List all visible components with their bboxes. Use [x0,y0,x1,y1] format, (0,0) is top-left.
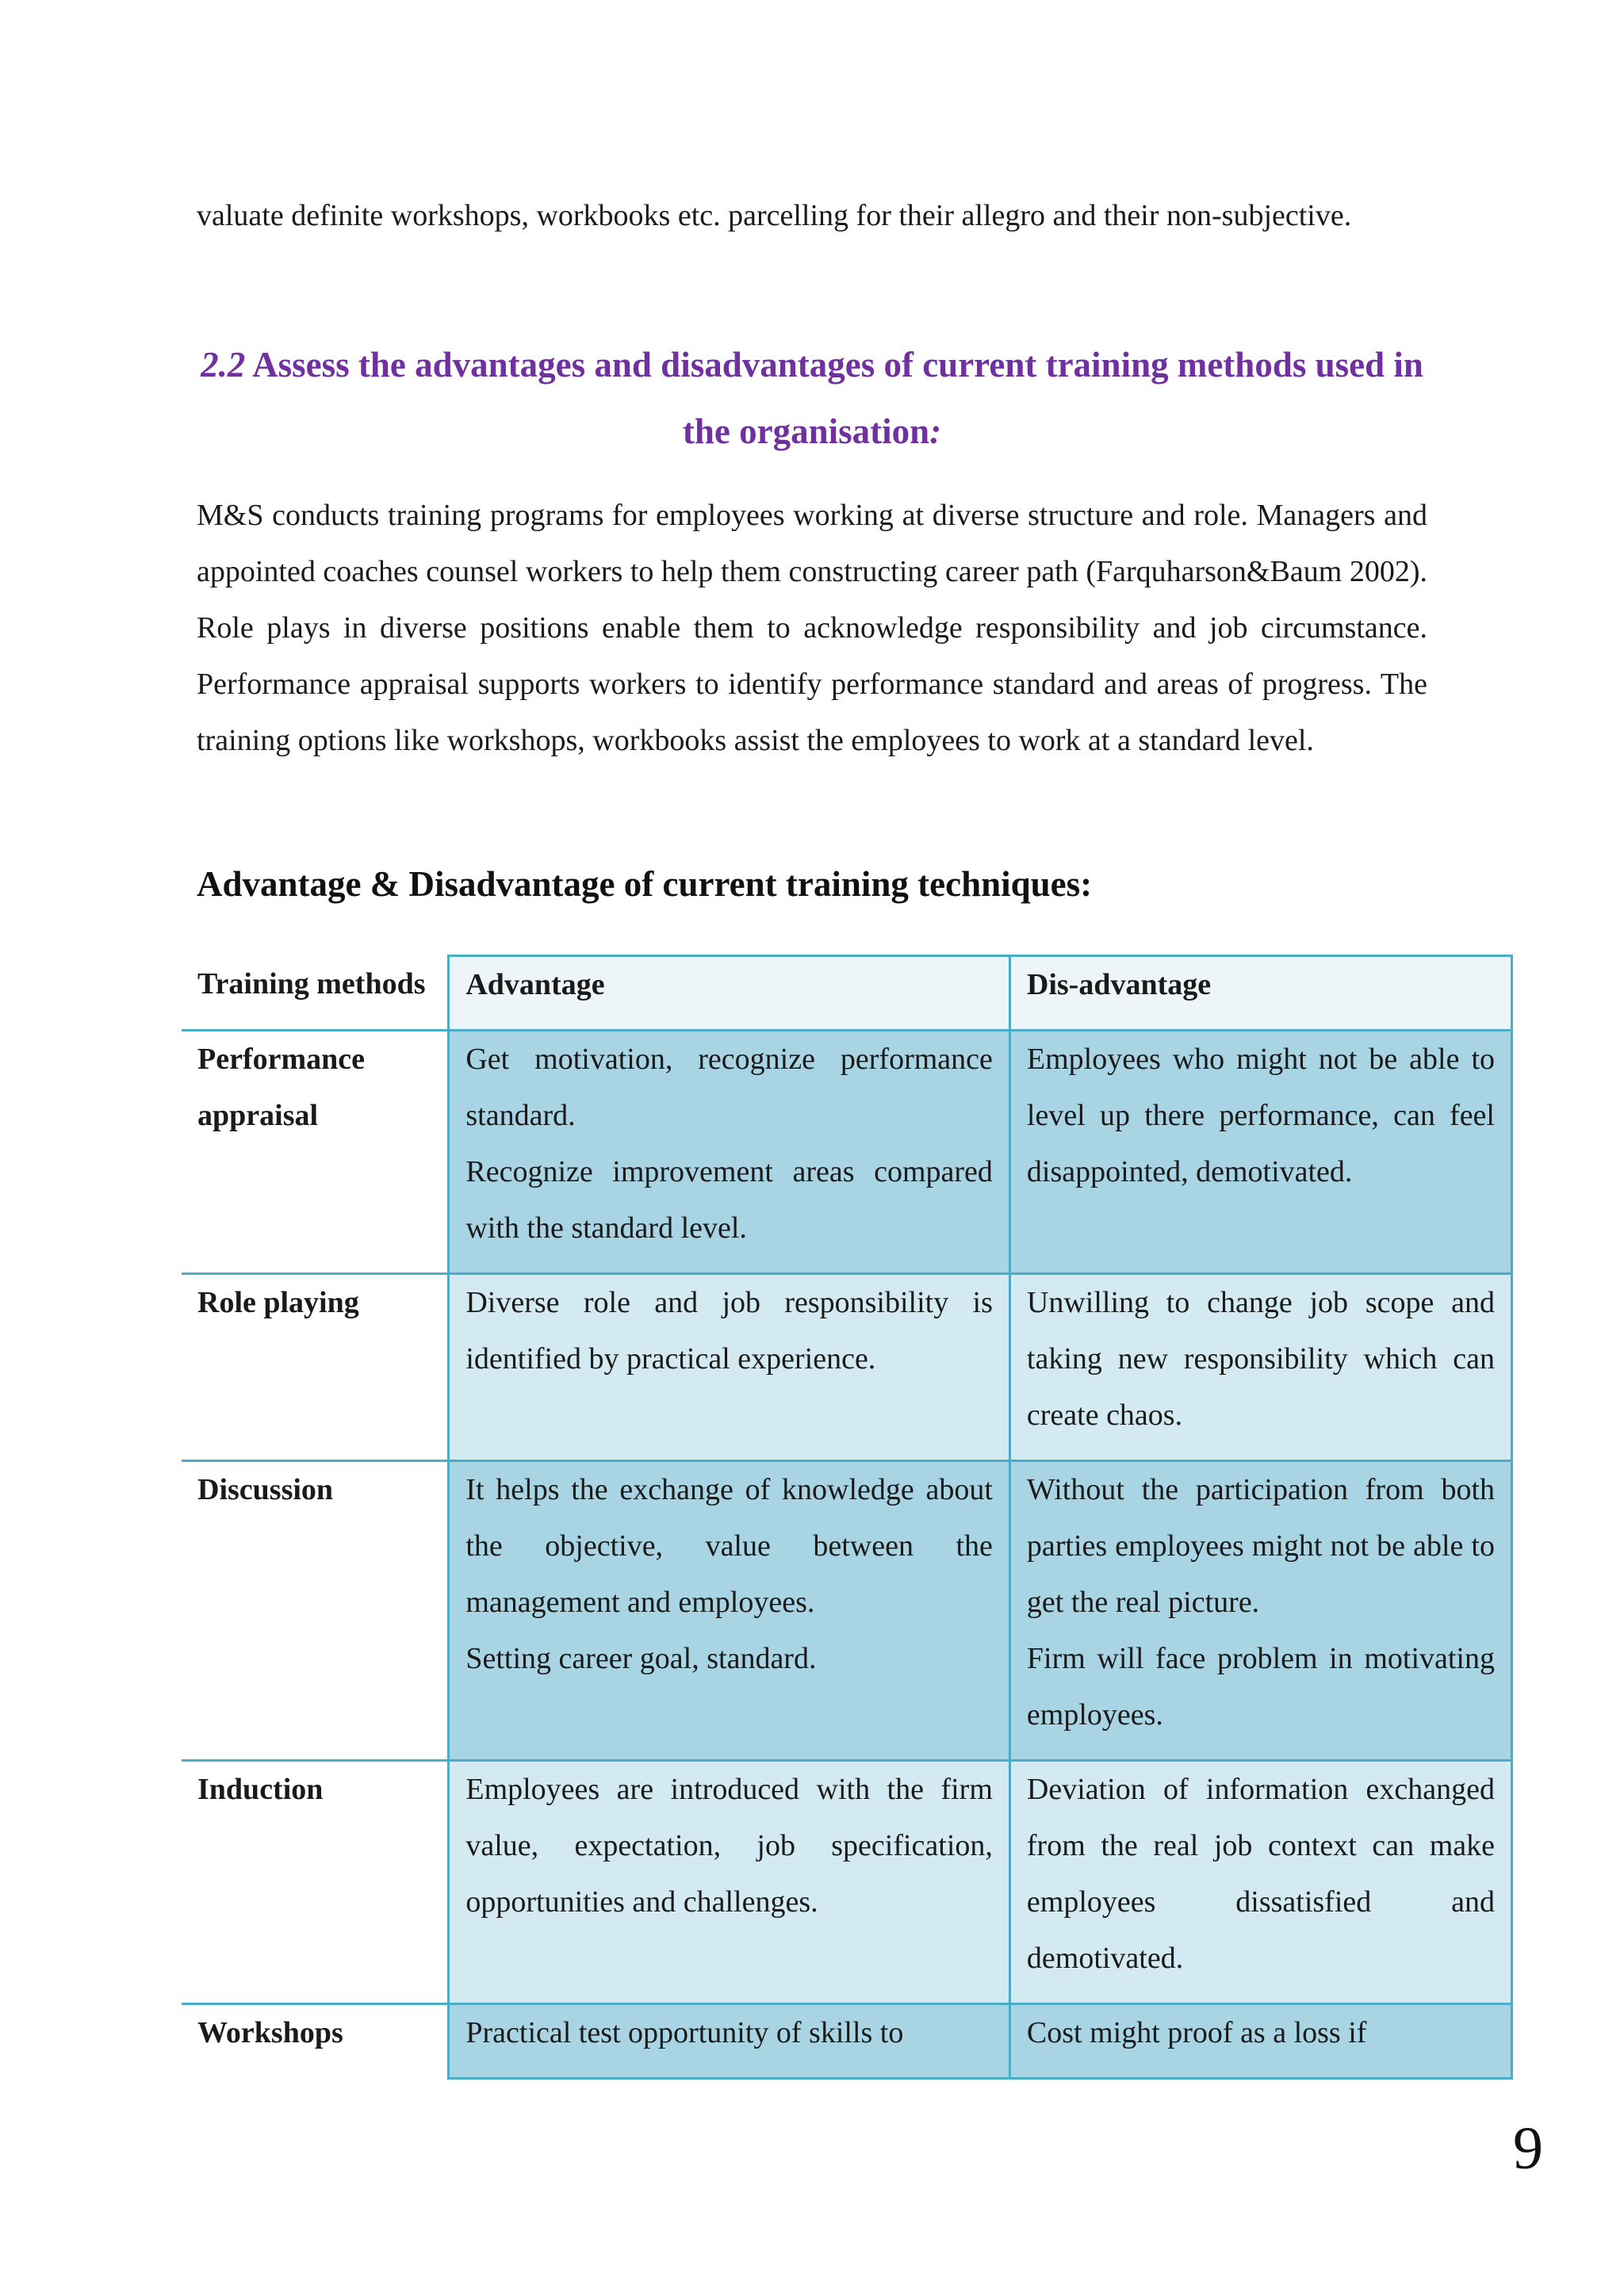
section-number: 2.2 [201,345,246,385]
disadvantage-cell [1009,2004,1511,2079]
method-cell: Discussion [182,1461,449,1761]
method-cell: Performance appraisal [182,1031,449,1274]
disadvantage-line: Unwilling to change job scope and taking new responsibility which can create chaos. [1026,1286,1495,1432]
advantage-line: Get motivation, recognize performance standard. [465,1043,993,1132]
disadvantage-cell [1009,1461,1511,1761]
advantage-cell [449,1274,1010,1461]
disadvantage-cell [1009,1031,1511,1274]
advantage-cell [449,1761,1010,2004]
intro-continuation-paragraph: valuate definite workshops, workbooks etc. parcelling for their allegro and their non-subjective. [197,199,1352,232]
method-cell: Workshops [182,2004,449,2079]
table-row [182,1274,1512,1461]
page-number: 9 [1513,2115,1543,2182]
disadvantage-line: Without the participation from both parties employees might not be able to get the real picture. [1026,1473,1495,1619]
section-heading [197,331,1427,465]
disadvantage-line: Employees who might not be able to level up there performance, can feel disappointed, demotivated. [1026,1043,1495,1188]
disadvantage-cell [1009,1274,1511,1461]
disadvantage-line: Deviation of information exchanged from the real job context can make employees dissatisfied and demotivated. [1026,1773,1495,1975]
disadvantage-line: Firm will face problem in motivating employees. [1026,1642,1495,1732]
advantage-cell [449,1461,1010,1761]
header-disadvantage: Dis-advantage [1009,956,1511,1031]
section-heading-text: Assess the advantages and disadvantages of current training methods used in the organisation [245,345,1423,451]
table-row [182,2004,1512,2079]
advantage-line: Setting career goal, standard. [465,1642,817,1675]
table-row [182,1761,1512,2004]
advantage-line: Diverse role and job responsibility is identified by practical experience. [465,1286,993,1376]
advantage-cell [449,2004,1010,2079]
advantage-line: Employees are introduced with the firm value, expectation, job specification, opportunities and challenges. [465,1773,993,1919]
table-header-row [182,956,1512,1031]
disadvantage-line: Cost might proof as a loss if [1026,2016,1367,2049]
body-paragraph: M&S conducts training programs for employees working at diverse structure and role. Managers and appointed coaches counsel workers to help them constructing career path (Farquharson&Baum 2002). Role plays in diverse positions enable them to acknowledge responsibility and job circumstance. Performance appraisal supports workers to identify performance standard and areas of progress. The training options like workshops, workbooks assist the employees to work at a standard level. [197,499,1427,757]
advantage-line: Recognize improvement areas compared with the standard level. [465,1155,993,1245]
method-cell: Induction [182,1761,449,2004]
table-row [182,1031,1512,1274]
method-cell: Role playing [182,1274,449,1461]
advantage-line: Practical test opportunity of skills to [465,2016,904,2049]
training-methods-table [182,955,1513,2080]
disadvantage-cell [1009,1761,1511,2004]
advantage-cell [449,1031,1010,1274]
section-heading-colon: : [929,411,942,451]
header-training-methods: Training methods [182,956,449,1031]
table-row [182,1461,1512,1761]
header-advantage: Advantage [449,956,1010,1031]
advantage-line: It helps the exchange of knowledge about the objective, value between the management and employees. [465,1473,993,1619]
table-title: Advantage & Disadvantage of current training techniques: [197,864,1093,904]
